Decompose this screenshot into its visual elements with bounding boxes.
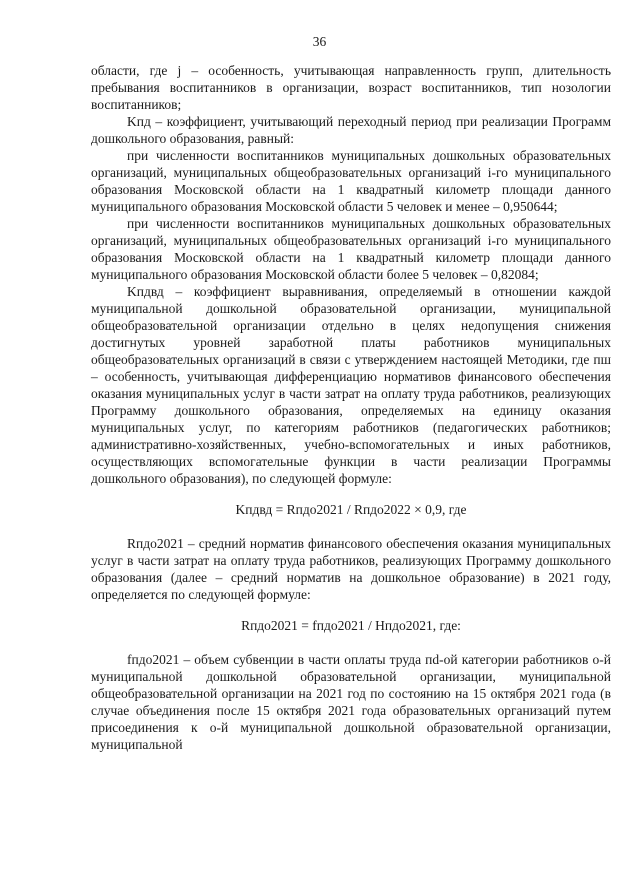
paragraph: fпдо2021 – объем субвенции в части оплаты труда пd-ой категории работников о-й муниципальной дошкольной образовательной организации, муниципальной общеобразовательной организации на 2021 год по состоянию на 15 октября 2021 года (в случае объединения после 15 октября 2021 года образовательных организаций путем присоединения к о-й муниципальной дошкольной образовательной организации, муниципальной [91, 652, 611, 752]
paragraph: при численности воспитанников муниципальных дошкольных образовательных организаций, муниципальных общеобразовательных организаций i-го муниципального образования Московской области на 1 квадратный километр площади данного муниципального образования Московской области более 5 человек – 0,82084; [91, 216, 611, 282]
paragraph: при численности воспитанников муниципальных дошкольных образовательных организаций, муниципальных общеобразовательных организаций i-го муниципального образования Московской области на 1 квадратный километр площади данного муниципального образования Московской области 5 человек и менее – 0,950644; [91, 148, 611, 214]
page-number: 36 [312, 34, 327, 49]
formula: Kпдвд = Rпдо2021 / Rпдо2022 × 0,9, где [235, 502, 467, 517]
formula: Rпдо2021 = fпдо2021 / Hпдо2021, где: [241, 618, 461, 633]
paragraph: Kпд – коэффициент, учитывающий переходный период при реализации Программ дошкольного образования, равный: [91, 114, 611, 146]
document-body [91, 62, 611, 753]
paragraph: области, где j – особенность, учитывающая направленность групп, длительность пребывания воспитанников в организации, возраст воспитанников, тип нозологии воспитанников; [91, 63, 611, 112]
paragraph: Rпдо2021 – средний норматив финансового обеспечения оказания муниципальных услуг в части затрат на оплату труда работников, реализующих Программу дошкольного образования (далее – средний норматив на дошкольное образование) в 2021 году, определяется по следующей формуле: [91, 536, 611, 602]
paragraph: Kпдвд – коэффициент выравнивания, определяемый в отношении каждой муниципальной дошкольной образовательной организации, муниципальной общеобразовательной организации отдельно в целях недопущения снижения достигнутых уровней заработной платы работников муниципальных общеобразовательных организаций в связи с утверждением настоящей Методики, где пш – особенность, учитывающая дифференциацию нормативов финансового обеспечения оказания муниципальных услуг в части затрат на оплату труда работников, реализующих Программу дошкольного образования, определяемых на единицу оказания муниципальных услуг, по категориям работников (педагогических работников; административно-хозяйственных, учебно-вспомогательных и иных работников, осуществляющих вспомогательные функции в части реализации Программы дошкольного образования), по следующей формуле: [91, 284, 611, 486]
